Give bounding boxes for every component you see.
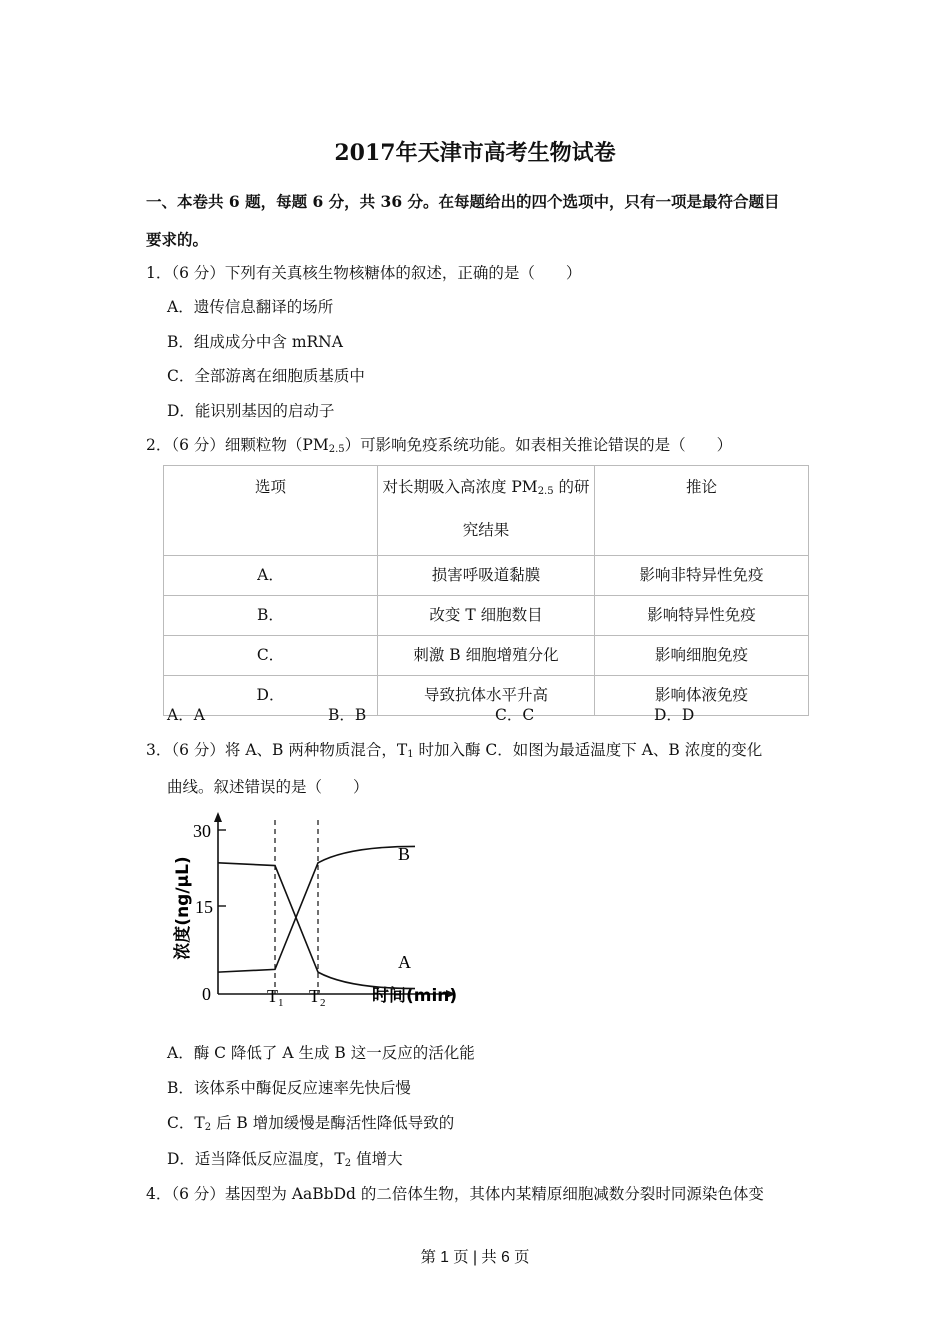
series-a-line xyxy=(218,863,415,989)
y-axis-label: 浓度(ng/μL) xyxy=(173,856,193,960)
table-cell-option: C． xyxy=(164,636,378,676)
q3-option-d: D．适当降低反应温度，$T_2$ 值增大 xyxy=(167,1150,403,1169)
q4-stem: 4．（6 分）基因型为 AaBbDd 的二倍体生物，其体内某精原细胞减数分裂时同源染色体变 xyxy=(146,1185,764,1203)
q1-option-a: A．遗传信息翻译的场所 xyxy=(167,298,334,316)
y-tick-label-15: 15 xyxy=(195,897,213,917)
x-axis-label: 时间(min) xyxy=(372,986,458,1006)
t2-label: $T_2$ xyxy=(309,986,326,1009)
page-title: 2017年天津市高考生物试卷 xyxy=(334,140,616,166)
section-instruction-line1: 一、本卷共 6 题，每题 6 分，共 36 分。在每题给出的四个选项中，只有一项是最符合题目 xyxy=(146,192,780,211)
q2-answer-d: D．D xyxy=(654,706,695,724)
series-b-line xyxy=(218,846,415,972)
q1-option-b: B．组成成分中含 mRNA xyxy=(167,333,343,351)
q2-stem: 2．（6 分）细颗粒物$(PM_{2.5})$可影响免疫系统功能。如表相关推论错误的是（ ） xyxy=(146,436,733,455)
series-a-label: A xyxy=(398,952,411,972)
table-row xyxy=(164,636,809,676)
y-axis-arrow xyxy=(214,812,222,822)
q1-stem: 1．（6 分）下列有关真核生物核糖体的叙述，正确的是（ ） xyxy=(146,264,582,282)
table-cell-option: D． xyxy=(164,676,378,716)
table-row xyxy=(164,596,809,636)
q3-option-b: B．该体系中酶促反应速率先快后慢 xyxy=(167,1079,411,1097)
table-cell-option: B． xyxy=(164,596,378,636)
table-cell-result: 刺激 B 细胞增殖分化 xyxy=(378,636,595,676)
q3-option-a: A．酶 C 降低了 A 生成 B 这一反应的活化能 xyxy=(167,1044,475,1062)
series-b-label: B xyxy=(398,844,411,864)
q2-answer-c: C．C xyxy=(495,706,535,724)
table-row xyxy=(164,556,809,596)
q2-answer-a: A．A xyxy=(167,706,205,724)
q3-option-c: C．$T_2$ 后 B 增加缓慢是酶活性降低导致的 xyxy=(167,1114,455,1133)
q2-answer-b: B．B xyxy=(328,706,367,724)
q3-stem-line2: 曲线。叙述错误的是（ ） xyxy=(167,778,369,796)
origin-label: 0 xyxy=(202,984,211,1004)
table-cell-inference: 影响体液免疫 xyxy=(595,676,809,716)
table-cell-result: 损害呼吸道黏膜 xyxy=(378,556,595,596)
y-tick-label-30: 30 xyxy=(193,821,211,841)
table-cell-result: 改变 T 细胞数目 xyxy=(378,596,595,636)
q1-option-d: D．能识别基因的启动子 xyxy=(167,402,335,420)
table-header-option: 选项 xyxy=(164,466,378,556)
table-row xyxy=(164,676,809,716)
table-header-inference: 推论 xyxy=(595,466,809,556)
table-header-row xyxy=(164,466,809,556)
q1-option-c: C．全部游离在细胞质基质中 xyxy=(167,367,365,385)
table-header-result: 对长期吸入高浓度 $PM_{2.5}$ 的研 究结果 xyxy=(378,466,595,556)
concentration-chart xyxy=(160,808,470,1018)
table-cell-inference: 影响细胞免疫 xyxy=(595,636,809,676)
t1-label: $T_1$ xyxy=(267,986,284,1009)
page-footer: 第 1 页 | 共 6 页 xyxy=(420,1249,530,1266)
table-cell-inference: 影响非特异性免疫 xyxy=(595,556,809,596)
table-cell-result: 导致抗体水平升高 xyxy=(378,676,595,716)
q2-table xyxy=(163,465,809,716)
table-cell-inference: 影响特异性免疫 xyxy=(595,596,809,636)
table-cell-option: A． xyxy=(164,556,378,596)
section-instruction-line2: 要求的。 xyxy=(146,230,209,249)
q3-stem-line1: 3．（6 分）将 A、B 两种物质混合，$T_1$ 时加入酶 C．如图为最适温度下 A、B 浓度的变化 xyxy=(146,741,763,760)
